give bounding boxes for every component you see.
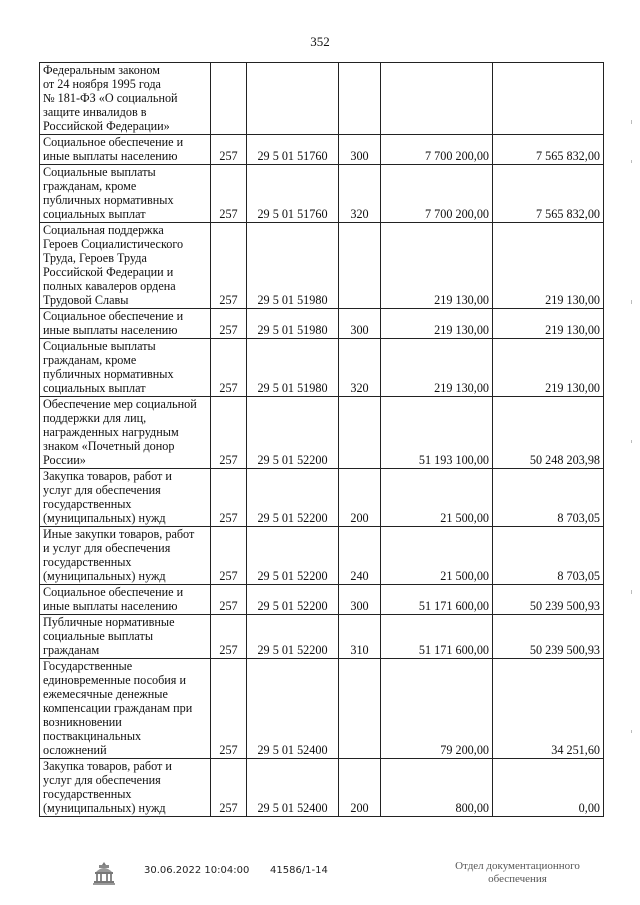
row-executed-amount-cell: 219 130,00 [493,223,604,309]
footer-datetime: 30.06.2022 10:04:00 [144,865,250,876]
row-department-code-cell: 257 [211,615,247,659]
row-department-code-cell: 257 [211,527,247,585]
row-expense-type-cell [339,659,381,759]
row-target-article-cell: 29 5 01 52200 [247,527,339,585]
row-target-article-cell: 29 5 01 51760 [247,165,339,223]
row-executed-amount-cell: 8 703,05 [493,527,604,585]
row-executed-amount-cell: 50 248 203,98 [493,397,604,469]
row-approved-amount-cell: 51 171 600,00 [381,615,493,659]
row-name-cell: Социальные выплаты гражданам, кроме публичных нормативных социальных выплат [40,165,211,223]
row-expense-type-cell [339,223,381,309]
row-department-code-cell: 257 [211,165,247,223]
row-approved-amount-cell: 219 130,00 [381,339,493,397]
row-executed-amount-cell [493,63,604,135]
row-department-code-cell: 257 [211,759,247,817]
table-row [40,339,604,397]
row-approved-amount-cell: 51 193 100,00 [381,397,493,469]
row-expense-type-cell [339,63,381,135]
row-name-cell: Обеспечение мер социальной поддержки для лиц, награжденных нагрудным знаком «Почетный донор России» [40,397,211,469]
row-department-code-cell: 257 [211,339,247,397]
row-expense-type-cell: 300 [339,585,381,615]
page-number: 352 [310,34,330,49]
row-approved-amount-cell: 79 200,00 [381,659,493,759]
row-executed-amount-cell: 50 239 500,93 [493,585,604,615]
table-row [40,585,604,615]
row-expense-type-cell: 300 [339,309,381,339]
row-executed-amount-cell: 219 130,00 [493,339,604,397]
row-name-cell: Социальная поддержка Героев Социалистического Труда, Героев Труда Российской Федерации и полных кавалеров ордена Трудовой Славы [40,223,211,309]
row-department-code-cell: 257 [211,659,247,759]
scan-edge-marks [630,120,634,760]
row-target-article-cell: 29 5 01 52200 [247,469,339,527]
row-approved-amount-cell: 51 171 600,00 [381,585,493,615]
row-target-article-cell: 29 5 01 52200 [247,615,339,659]
row-expense-type-cell [339,397,381,469]
row-target-article-cell: 29 5 01 51980 [247,339,339,397]
table-row [40,615,604,659]
row-approved-amount-cell: 7 700 200,00 [381,165,493,223]
duma-emblem-icon [90,860,118,888]
row-name-cell: Закупка товаров, работ и услуг для обеспечения государственных (муниципальных) нужд [40,759,211,817]
row-expense-type-cell: 310 [339,615,381,659]
table-row [40,135,604,165]
row-expense-type-cell: 320 [339,165,381,223]
row-executed-amount-cell: 50 239 500,93 [493,615,604,659]
row-name-cell: Социальное обеспечение и иные выплаты населению [40,309,211,339]
row-expense-type-cell: 300 [339,135,381,165]
row-name-cell: Федеральным законом от 24 ноября 1995 года № 181-ФЗ «О социальной защите инвалидов в Российской Федерации» [40,63,211,135]
row-target-article-cell [247,63,339,135]
row-approved-amount-cell: 21 500,00 [381,469,493,527]
footer [0,860,640,900]
footer-document-number: 41586/1-14 [270,865,328,876]
table-row [40,759,604,817]
row-department-code-cell: 257 [211,135,247,165]
row-approved-amount-cell: 7 700 200,00 [381,135,493,165]
row-name-cell: Социальное обеспечение и иные выплаты населению [40,135,211,165]
table-row [40,165,604,223]
row-department-code-cell: 257 [211,469,247,527]
row-department-code-cell: 257 [211,397,247,469]
row-executed-amount-cell: 34 251,60 [493,659,604,759]
row-expense-type-cell: 200 [339,759,381,817]
row-name-cell: Государственные единовременные пособия и ежемесячные денежные компенсации гражданам при возникновении поствакцинальных осложнений [40,659,211,759]
row-name-cell: Социальное обеспечение и иные выплаты населению [40,585,211,615]
row-approved-amount-cell [381,63,493,135]
row-department-code-cell [211,63,247,135]
row-target-article-cell: 29 5 01 52200 [247,397,339,469]
row-expense-type-cell: 200 [339,469,381,527]
row-name-cell: Закупка товаров, работ и услуг для обеспечения государственных (муниципальных) нужд [40,469,211,527]
row-expense-type-cell: 320 [339,339,381,397]
table-row [40,309,604,339]
row-executed-amount-cell: 0,00 [493,759,604,817]
row-department-code-cell: 257 [211,223,247,309]
row-expense-type-cell: 240 [339,527,381,585]
row-target-article-cell: 29 5 01 51760 [247,135,339,165]
table-row [40,223,604,309]
table-row [40,527,604,585]
budget-table [39,62,604,817]
row-department-code-cell: 257 [211,585,247,615]
row-executed-amount-cell: 7 565 832,00 [493,165,604,223]
row-executed-amount-cell: 219 130,00 [493,309,604,339]
row-approved-amount-cell: 219 130,00 [381,309,493,339]
row-approved-amount-cell: 800,00 [381,759,493,817]
row-target-article-cell: 29 5 01 52400 [247,759,339,817]
row-department-code-cell: 257 [211,309,247,339]
row-approved-amount-cell: 21 500,00 [381,527,493,585]
row-name-cell: Иные закупки товаров, работ и услуг для обеспечения государственных (муниципальных) нужд [40,527,211,585]
row-executed-amount-cell: 7 565 832,00 [493,135,604,165]
row-target-article-cell: 29 5 01 51980 [247,223,339,309]
row-target-article-cell: 29 5 01 52400 [247,659,339,759]
table-row [40,659,604,759]
table-row [40,469,604,527]
row-target-article-cell: 29 5 01 52200 [247,585,339,615]
row-name-cell: Публичные нормативные социальные выплаты гражданам [40,615,211,659]
footer-stamp: Отдел документационного обеспечения [455,860,580,885]
table-row [40,63,604,135]
table-row [40,397,604,469]
row-name-cell: Социальные выплаты гражданам, кроме публичных нормативных социальных выплат [40,339,211,397]
row-executed-amount-cell: 8 703,05 [493,469,604,527]
budget-table-body [40,63,604,817]
row-approved-amount-cell: 219 130,00 [381,223,493,309]
row-target-article-cell: 29 5 01 51980 [247,309,339,339]
